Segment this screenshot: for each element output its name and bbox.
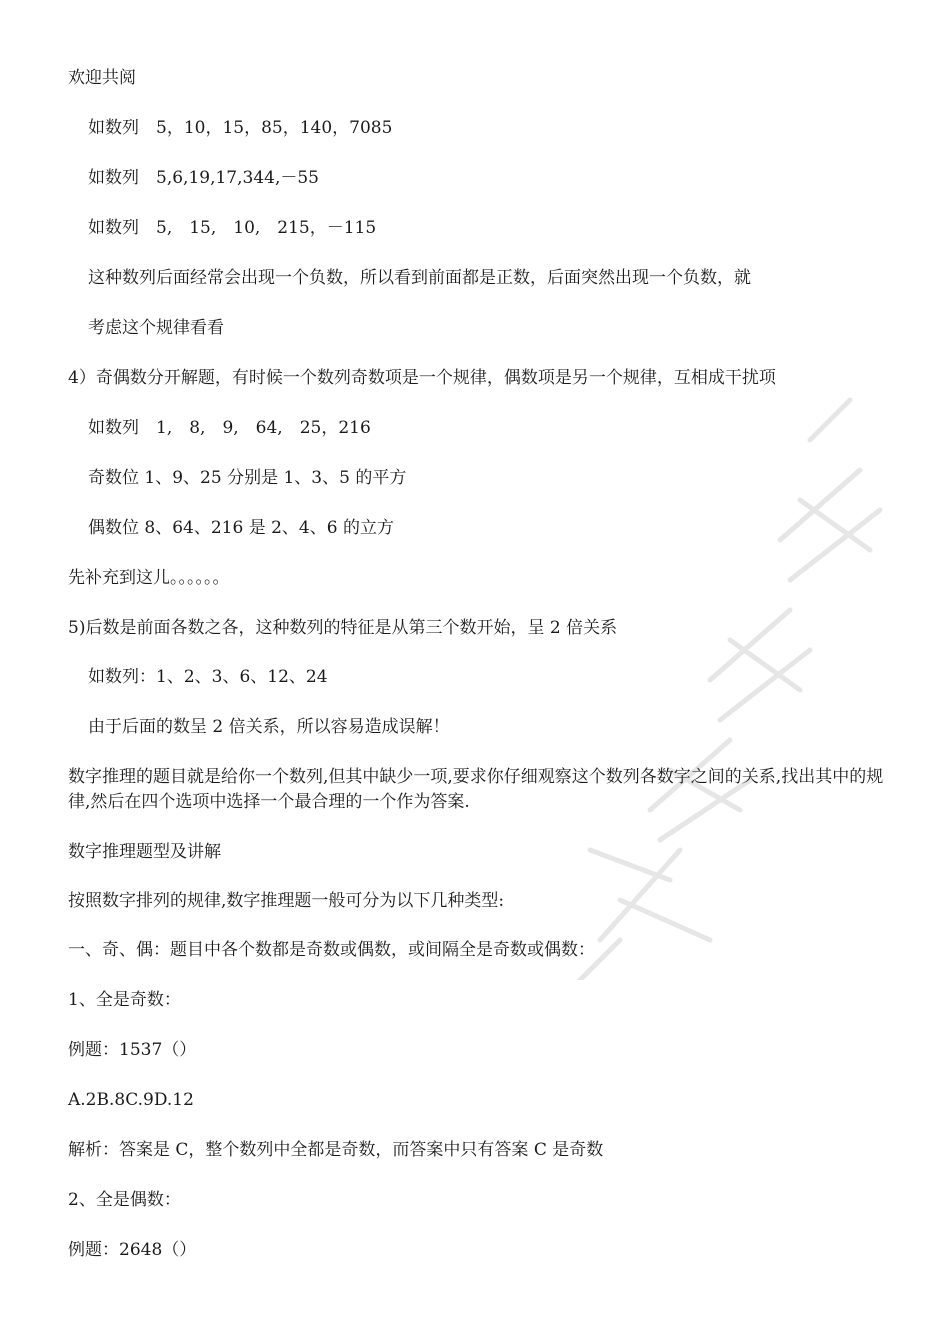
text-line: 解析：答案是 C，整个数列中全都是奇数，而答案中只有答案 C 是奇数 xyxy=(68,1140,604,1160)
text-line: 2、全是偶数： xyxy=(68,1190,181,1210)
text-line: 由于后面的数呈 2 倍关系，所以容易造成误解！ xyxy=(88,717,450,737)
text-line: 考虑这个规律看看 xyxy=(88,318,224,338)
text-line: 如数列 5, 15, 10, 215，－115 xyxy=(88,218,377,238)
text-line: 如数列：1、2、3、6、12、24 xyxy=(88,667,328,687)
text-line: 如数列 5,6,19,17,344,－55 xyxy=(88,168,319,188)
text-line: 如数列 5，10，15，85，140，7085 xyxy=(88,118,393,138)
text-line: 偶数位 8、64、216 是 2、4、6 的立方 xyxy=(88,518,394,538)
text-line: 例题：2648（） xyxy=(68,1240,197,1260)
header-text: 欢迎共阅 xyxy=(68,68,136,88)
section-heading: 数字推理题型及讲解 xyxy=(68,842,221,862)
text-line: 奇数位 1、9、25 分别是 1、3、5 的平方 xyxy=(88,468,407,488)
text-line: 5)后数是前面各数之各，这种数列的特征是从第三个数开始，呈 2 倍关系 xyxy=(68,618,618,638)
text-line: 4）奇偶数分开解题，有时候一个数列奇数项是一个规律，偶数项是另一个规律，互相成干扰项 xyxy=(68,368,776,388)
text-line: 如数列 1, 8, 9, 64, 25，216 xyxy=(88,418,371,438)
text-line: 这种数列后面经常会出现一个负数，所以看到前面都是正数，后面突然出现一个负数，就 xyxy=(88,268,751,288)
text-line: 1、全是奇数： xyxy=(68,990,181,1010)
text-line: 先补充到这儿。。。。。。 xyxy=(68,568,230,588)
text-line: 例题：1537（） xyxy=(68,1040,197,1060)
text-line: 按照数字排列的规律,数字推理题一般可分为以下几种类型: xyxy=(68,891,505,911)
watermark xyxy=(560,380,890,980)
text-line: 一、奇、偶：题目中各个数都是奇数或偶数，或间隔全是奇数或偶数： xyxy=(68,940,595,960)
text-line: A.2B.8C.9D.12 xyxy=(68,1090,194,1110)
text-paragraph: 数字推理的题目就是给你一个数列,但其中缺少一项,要求你仔细观察这个数列各数字之间的关系,找出其中的规律,然后在四个选项中选择一个最合理的一个作为答案. xyxy=(68,767,884,812)
